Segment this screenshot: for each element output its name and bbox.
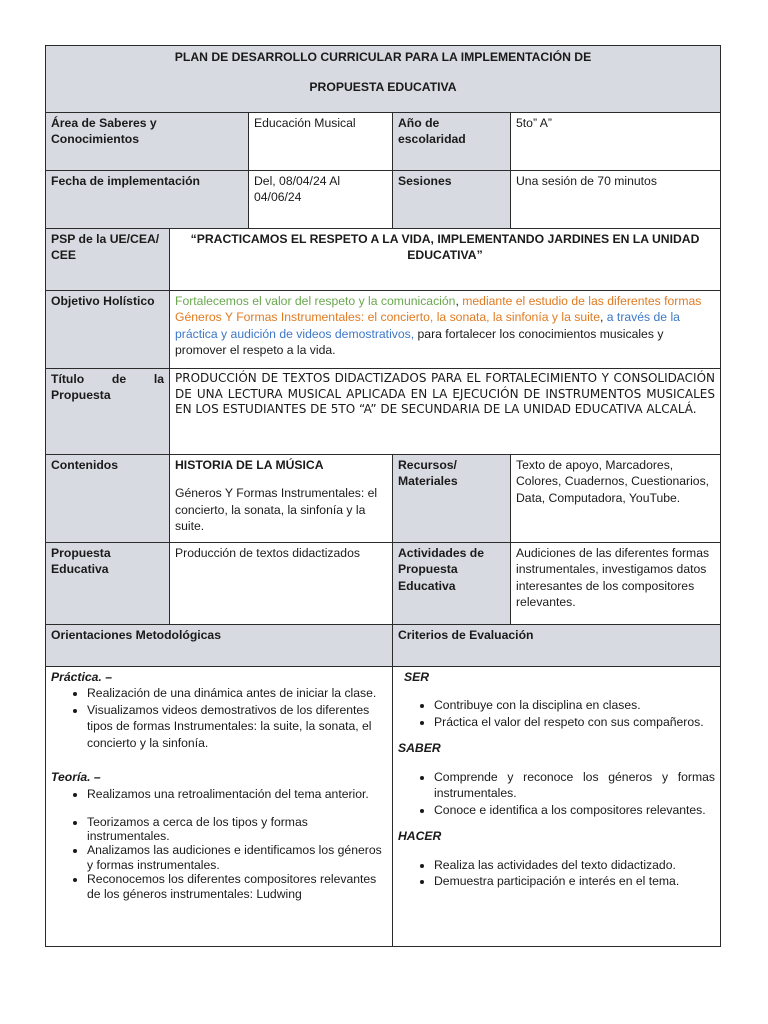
list-item: • Práctica el valor del respeto con sus compañeros. [434,714,715,730]
curricular-plan-table [45,45,721,947]
plan-title [46,46,721,113]
list-item: • Realización de una dinámica antes de iniciar la clase. [87,685,387,701]
contenidos-value [170,454,393,542]
fecha-value: Del, 08/04/24 Al 04/06/24 [249,170,393,228]
list-item: • Visualizamos videos demostrativos de los diferentes tipos de formas Instrumentales: la suite, la sonata, el concierto y la sinfonía. [87,702,387,751]
criterios-content [393,666,721,946]
propuesta-value: Producción de textos didactizados [170,542,393,624]
hacer-list [398,857,715,890]
practica-list [51,685,387,751]
fecha-label: Fecha de implementación [46,170,249,228]
list-item: • Reconocemos los diferentes compositores relevantes de los géneros instrumentales: Ludwing [87,872,387,901]
psp-label: PSP de la UE/CEA/ CEE [46,228,170,290]
orientaciones-label: Orientaciones Metodológicas [46,624,393,666]
psp-value: “PRACTICAMOS EL RESPETO A LA VIDA, IMPLEMENTANDO JARDINES EN LA UNIDAD EDUCATIVA” [170,228,721,290]
plan-title-line-1: PLAN DE DESARROLLO CURRICULAR PARA LA IMPLEMENTACIÓN DE [174,50,592,64]
area-value: Educación Musical [249,112,393,170]
saber-heading: SABER [398,741,441,756]
sesiones-label: Sesiones [393,170,511,228]
teoria-heading: Teoría. – [51,770,101,785]
contenidos-text: Géneros Y Formas Instrumentales: el concierto, la sonata, la sinfonía y la suite. [175,486,378,534]
ser-heading: SER [404,669,430,684]
saber-list [398,769,715,818]
contenidos-label: Contenidos [46,454,170,542]
orientaciones-content [46,666,393,946]
recursos-value: Texto de apoyo, Marcadores, Colores, Cuadernos, Cuestionarios, Data, Computadora, YouTube. [511,454,721,542]
objetivo-separator-2: , [599,310,607,325]
contenidos-heading: HISTORIA DE LA MÚSICA [175,457,324,472]
list-item: • Contribuye con la disciplina en clases. [434,697,715,713]
objetivo-text-blue: a través de la práctica y audición de videos demostrativos, [175,310,680,341]
list-item: • Comprende y reconoce los géneros y formas instrumentales. [434,769,715,802]
objetivo-text-black: para fortalecer los conocimientos musicales y promover el respeto a la vida. [175,326,664,358]
objetivo-label: Objetivo Holístico [46,290,170,368]
propuesta-label: Propuesta Educativa [46,542,170,624]
list-item: • Analizamos las audiciones e identificamos los géneros y formas instrumentales. [87,843,387,872]
objetivo-text-green: Fortalecemos el valor del respeto y la comunicación [175,293,456,308]
actividades-label: Actividades de Propuesta Educativa [393,542,511,624]
objetivo-separator-1: , [455,293,463,308]
year-label: Año de escolaridad [393,112,511,170]
recursos-label: Recursos/ Materiales [393,454,511,542]
list-item: • Realiza las actividades del texto didactizado. [434,857,715,873]
hacer-heading: HACER [398,829,442,844]
ser-list [398,697,715,730]
list-item: • Realizamos una retroalimentación del tema anterior. [87,786,387,802]
plan-title-line-2: PROPUESTA EDUCATIVA [309,80,457,95]
titulo-value: PRODUCCIÓN DE TEXTOS DIDACTIZADOS PARA EL FORTALECIMIENTO Y CONSOLIDACIÓN DE UNA LECTURA MUSICAL APLICADA EN LA EJECUCIÓN DE INSTRUMENTOS MUSICALES EN LOS ESTUDIANTES DE 5TO “A” DE SECUNDARIA DE LA UNIDAD EDUCATIVA ALCALÁ. [170,368,721,454]
criterios-label: Criterios de Evaluación [393,624,721,666]
area-label: Área de Saberes y Conocimientos [46,112,249,170]
year-value: 5to” A” [511,112,721,170]
objetivo-value [170,290,721,368]
list-item: • Conoce e identifica a los compositores relevantes. [434,802,715,818]
list-item: • Teorizamos a cerca de los tipos y formas instrumentales. [87,816,387,843]
objetivo-text-orange: mediante el estudio de las diferentes formas Géneros Y Formas Instrumentales: el concierto, la sonata, la sinfonía y la suite [175,293,702,325]
titulo-label: Título de la Propuesta [46,368,170,454]
actividades-value: Audiciones de las diferentes formas instrumentales, investigamos datos interesantes de los compositores relevantes. [511,542,721,624]
sesiones-value: Una sesión de 70 minutos [511,170,721,228]
teoria-list [51,786,387,902]
practica-heading: Práctica. – [51,669,112,684]
list-item: • Demuestra participación e interés en el tema. [434,873,715,889]
